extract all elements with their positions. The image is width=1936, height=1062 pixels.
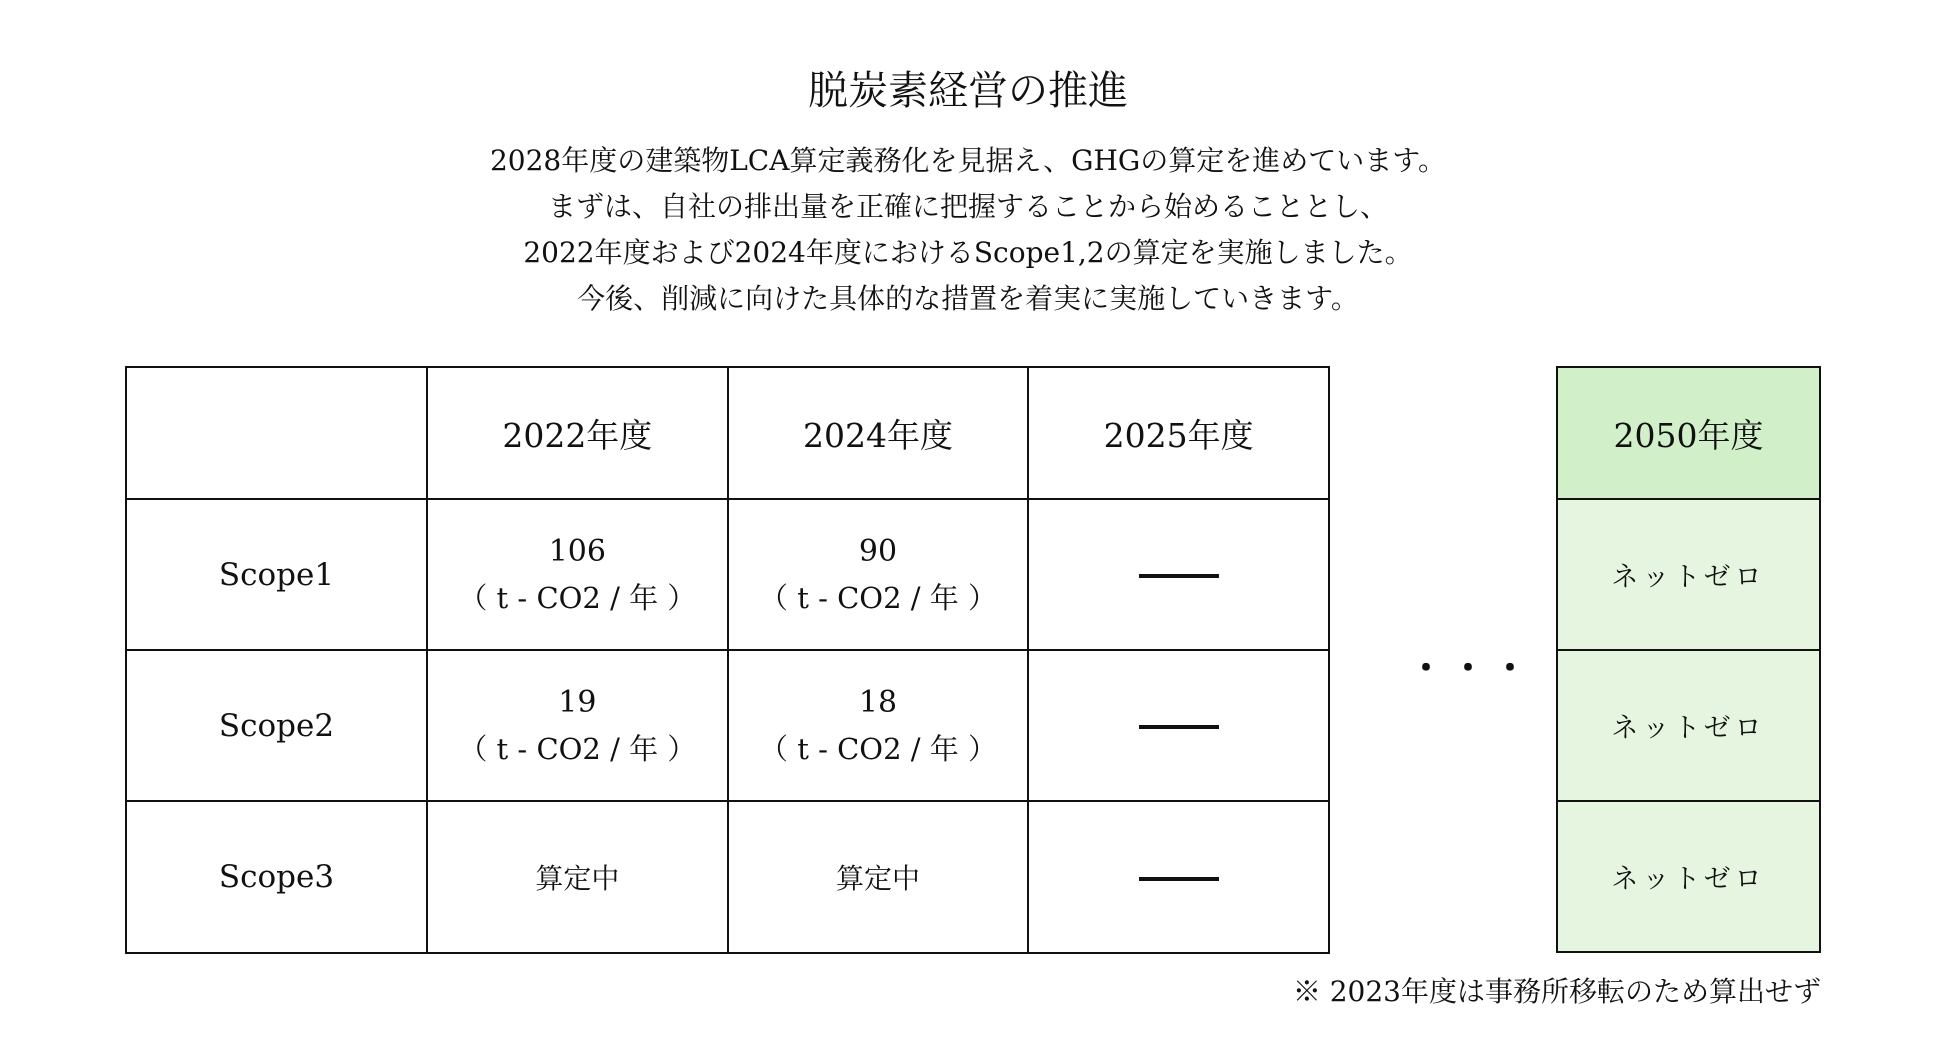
- table-header-row: [126, 367, 1329, 499]
- intro-line: まずは、自社の排出量を正確に把握することから始めることとし、: [547, 190, 1388, 223]
- value-cell: [427, 650, 728, 801]
- emissions-table: [125, 366, 1330, 954]
- intro-line: 今後、削減に向けた具体的な措置を着実に実施していきます。: [577, 282, 1359, 315]
- table-row: [126, 801, 1329, 953]
- value-cell: [427, 499, 728, 650]
- target-table: [1556, 366, 1821, 953]
- value-cell: [728, 650, 1029, 801]
- value: 106: [548, 533, 606, 569]
- header-empty: [126, 367, 427, 499]
- unit: （ t - CO2 / 年 ）: [458, 731, 697, 766]
- table-row: [126, 499, 1329, 650]
- target-cell: ネットゼロ: [1557, 650, 1820, 801]
- unit: （ t - CO2 / 年 ）: [759, 580, 997, 615]
- table-row: [126, 650, 1329, 801]
- header-2024: 2024年度: [728, 367, 1029, 499]
- intro-line: 2028年度の建築物LCA算定義務化を見据え、GHGの算定を進めています。: [489, 144, 1447, 177]
- header-2050: 2050年度: [1557, 367, 1820, 499]
- ellipsis: ・・・: [1408, 647, 1535, 689]
- intro-line: 2022年度および2024年度におけるScope1,2の算定を実施しました。: [523, 236, 1413, 269]
- row-label: Scope2: [126, 650, 427, 801]
- value: 90: [858, 533, 898, 569]
- dash-cell: [1028, 499, 1329, 650]
- target-cell: ネットゼロ: [1557, 801, 1820, 952]
- row-label: Scope3: [126, 801, 427, 953]
- header-2022: 2022年度: [427, 367, 728, 499]
- target-cell: ネットゼロ: [1557, 499, 1820, 650]
- dash-icon: [1139, 877, 1219, 881]
- value-cell: 算定中: [728, 801, 1029, 953]
- unit: （ t - CO2 / 年 ）: [458, 580, 697, 615]
- value: 19: [558, 684, 597, 720]
- dash-cell: [1028, 801, 1329, 953]
- dash-icon: [1139, 574, 1219, 578]
- footnote: ※ 2023年度は事務所移転のため算出せず: [1292, 975, 1821, 1008]
- row-label: Scope1: [126, 499, 427, 650]
- value: 18: [858, 684, 898, 720]
- value-cell: 算定中: [427, 801, 728, 953]
- dash-cell: [1028, 650, 1329, 801]
- value-cell: [728, 499, 1029, 650]
- intro-text: [0, 138, 1936, 322]
- dash-icon: [1139, 725, 1219, 729]
- page-title: 脱炭素経営の推進: [808, 68, 1128, 114]
- unit: （ t - CO2 / 年 ）: [759, 731, 997, 766]
- header-2025: 2025年度: [1028, 367, 1329, 499]
